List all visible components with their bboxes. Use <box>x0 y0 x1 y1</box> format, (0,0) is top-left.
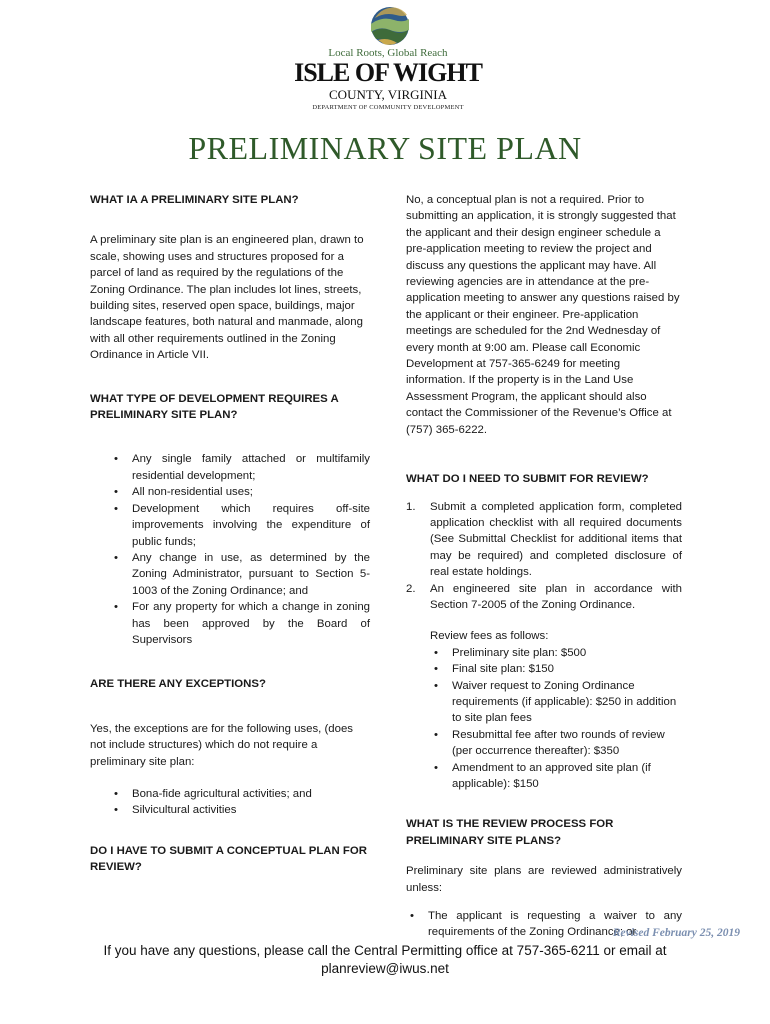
list-item: • Amendment to an approved site plan (if applicable): $150 <box>430 760 682 793</box>
list-item: • Silvicultural activities <box>110 802 370 818</box>
development-type-list <box>90 451 370 648</box>
submit-list <box>406 499 682 614</box>
exceptions-list <box>90 786 370 819</box>
list-item: • The applicant is requesting a waiver to any requirements of the Zoning Ordinance; or <box>406 908 682 941</box>
list-item: • All non-residential uses; <box>110 484 370 500</box>
list-item: • Development which requires off-site improvements involving the expenditure of public funds; <box>110 501 370 550</box>
list-item: • Any single family attached or multifamily residential development; <box>110 451 370 484</box>
list-item: • Any change in use, as determined by the Zoning Administrator, pursuant to Section 5-1003 of the Zoning Ordinance; and <box>110 550 370 599</box>
county-emblem-icon <box>370 6 410 46</box>
question-conceptual-plan: DO I HAVE TO SUBMIT A CONCEPTUAL PLAN FOR REVIEW? <box>90 844 367 874</box>
fees-intro: Review fees as follows: <box>430 630 549 643</box>
list-item: 2. An engineered site plan in accordance with Section 7-2005 of the Zoning Ordinance. <box>406 582 682 611</box>
logo-county-name: ISLE OF WIGHT <box>294 58 482 87</box>
list-item: 1. Submit a completed application form, completed application checklist with all required documents (See Submittal Checklist for additional items that may be required) and completed disclosure of real estate holdings. <box>406 500 682 579</box>
page-footer <box>0 942 770 978</box>
logo-department: DEPARTMENT OF COMMUNITY DEVELOPMENT <box>312 104 464 111</box>
page-header <box>0 0 770 128</box>
fees-list <box>406 645 682 793</box>
list-item: • For any property for which a change in zoning has been approved by the Board of Supervisors <box>110 599 370 648</box>
answer-exceptions: Yes, the exceptions are for the following uses, (does not include structures) which do not require a preliminary site plan: <box>90 722 353 768</box>
list-item: • Resubmittal fee after two rounds of review (per occurrence thereafter): $350 <box>430 727 682 760</box>
list-item: • Bona-fide agricultural activities; and <box>110 786 370 802</box>
list-item: • Preliminary site plan: $500 <box>430 645 682 661</box>
answer-what-is: A preliminary site plan is an engineered plan, drawn to scale, showing uses and structures proposed for a parcel of land as required by the regulations of the Zoning Ordinance. The plan includes lot lines, streets, building sites, reserved open space, buildings, major landscape features, both natural and manmade, along with all other requirements outlined in the Zoning Ordinance in Article VII. <box>90 234 364 362</box>
list-item: • Final site plan: $150 <box>430 661 682 677</box>
question-development-type: WHAT TYPE OF DEVELOPMENT REQUIRES A PRELIMINARY SITE PLAN? <box>90 392 339 422</box>
question-exceptions: ARE THERE ANY EXCEPTIONS? <box>90 678 266 691</box>
page-title: PRELIMINARY SITE PLAN <box>188 130 582 166</box>
list-item: • Waiver request to Zoning Ordinance requirements (if applicable): $250 in addition to site plan fees <box>430 678 682 727</box>
county-logo <box>290 0 486 122</box>
revised-date: Revised February 25, 2019 <box>612 927 740 939</box>
question-submit: WHAT DO I NEED TO SUBMIT FOR REVIEW? <box>406 473 649 486</box>
logo-state-line: COUNTY, VIRGINIA <box>329 87 447 102</box>
footer-contact-text: If you have any questions, please call the Central Permitting office at 757-365-6211 or email at <box>103 943 667 958</box>
question-review-process: WHAT IS THE REVIEW PROCESS FOR PRELIMINARY SITE PLANS? <box>406 818 614 847</box>
answer-conceptual-plan: No, a conceptual plan is not a required. Prior to submitting an application, it is strongly suggested that the applicant and their design engineer schedule a pre-application meeting to review the project and discuss any questions the applicant may have. All reviewing agencies are in attendance at the pre-application meeting to answer any questions raised by the applicant or their engineer. Pre-application meetings are scheduled for the 2nd Wednesday of every month at 9:00 am. Please call Economic Development at 757-365-6249 for meeting information. If the property is in the Land Use Assessment Program, the applicant should also contact the Commissioner of the Revenue’s Office at (757) 365-6222. <box>406 194 680 436</box>
logo-tagline: Local Roots, Global Reach <box>328 47 448 59</box>
answer-review-process: Preliminary site plans are reviewed administratively unless: <box>406 865 682 894</box>
left-column <box>90 192 370 876</box>
footer-email: planreview@iwus.net <box>321 961 449 976</box>
question-what-is: WHAT IA A PRELIMINARY SITE PLAN? <box>90 194 299 206</box>
right-column <box>406 192 682 941</box>
